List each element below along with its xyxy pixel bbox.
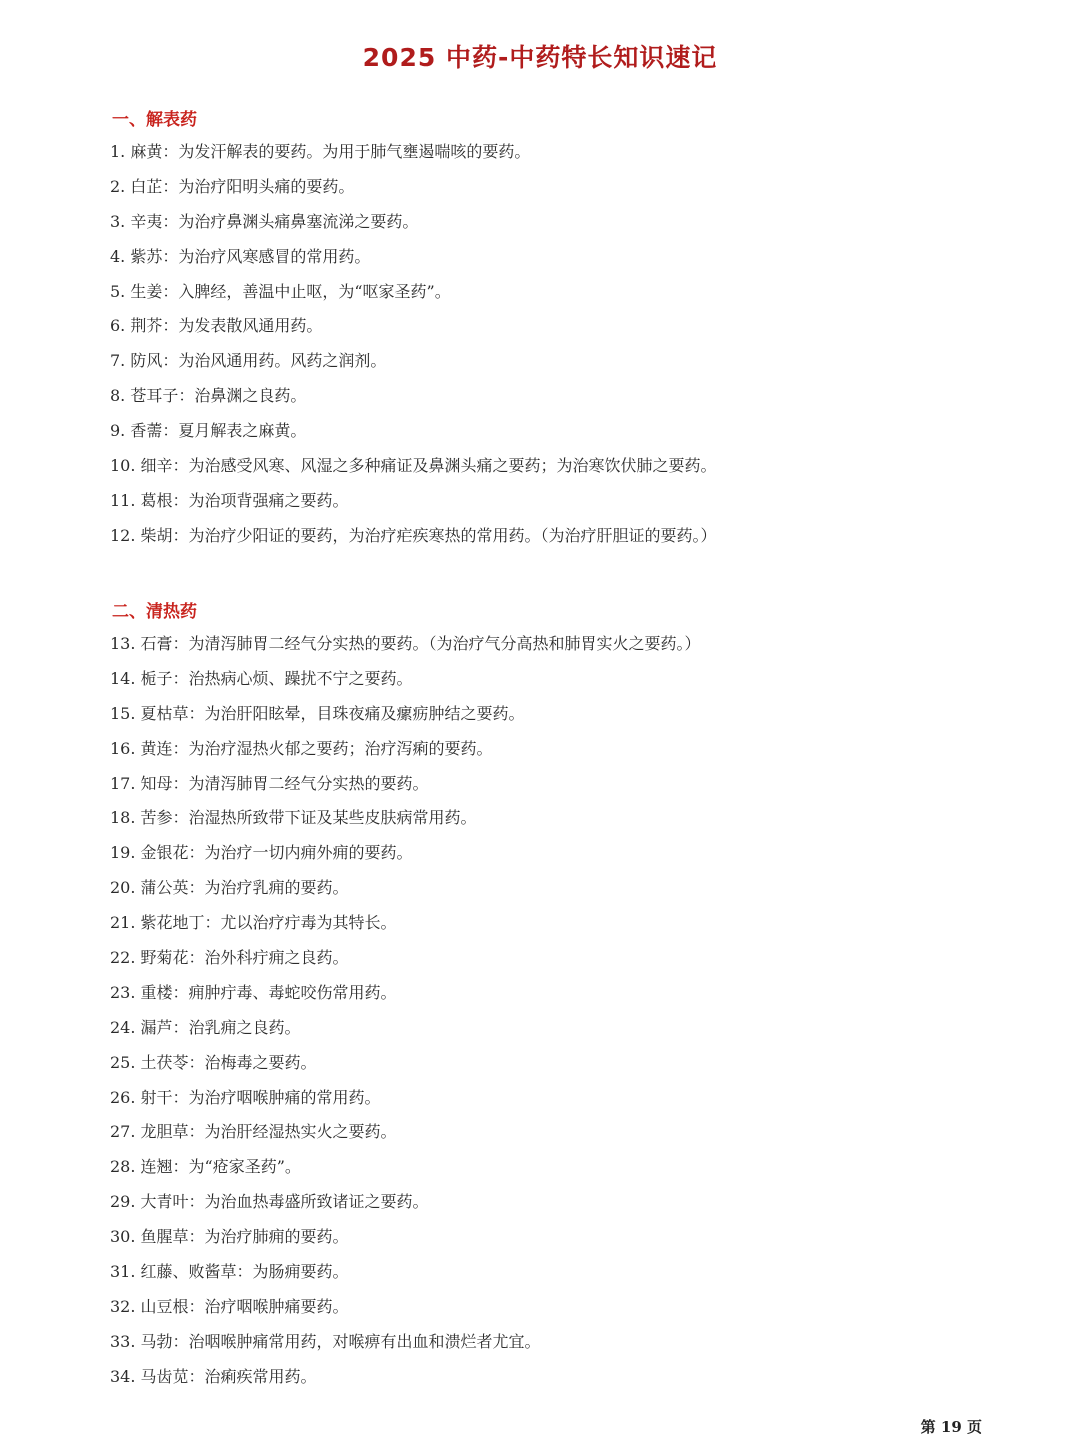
list-item: 26. 射干：为治疗咽喉肿痛的常用药。 [110,1087,381,1107]
list-item: 12. 柴胡：为治疗少阳证的要药，为治疗疟疾寒热的常用药。（为治疗肝胆证的要药。） [110,525,717,545]
list-item: 4. 紫苏：为治疗风寒感冒的常用药。 [110,246,371,266]
page-number: 第 19 页 [920,1418,982,1436]
section-list-qingre [110,632,701,1400]
list-item: 16. 黄连：为治疗湿热火郁之要药；治疗泻痢的要药。 [110,738,493,758]
list-item: 29. 大青叶：为治血热毒盛所致诸证之要药。 [110,1192,429,1212]
list-item: 22. 野菊花：治外科疔痈之良药。 [110,948,349,968]
list-item: 13. 石膏：为清泻肺胃二经气分实热的要药。（为治疗气分高热和肺胃实火之要药。） [110,634,701,653]
list-item: 33. 马勃：治咽喉肿痛常用药，对喉痹有出血和溃烂者尤宜。 [110,1331,541,1351]
list-item: 19. 金银花：为治疗一切内痈外痈的要药。 [110,843,413,863]
list-item: 15. 夏枯草：为治肝阳眩晕，目珠夜痛及瘰疬肿结之要药。 [110,703,525,723]
section-heading-jiebiao: 一、解表药 [112,110,197,130]
list-item: 18. 苦参：治湿热所致带下证及某些皮肤病常用药。 [110,808,477,828]
list-item: 14. 栀子：治热病心烦、躁扰不宁之要药。 [110,668,413,688]
list-item: 20. 蒲公英：为治疗乳痈的要药。 [110,878,349,898]
list-item: 28. 连翘：为“疮家圣药”。 [110,1157,301,1177]
list-item: 3. 辛夷：为治疗鼻渊头痛鼻塞流涕之要药。 [110,211,419,231]
section-list-jiebiao [110,140,717,559]
list-item: 6. 荆芥：为发表散风通用药。 [110,316,323,336]
list-item: 2. 白芷：为治疗阳明头痛的要药。 [110,176,355,196]
list-item: 7. 防风：为治风通用药。风药之润剂。 [110,351,387,371]
section-heading-qingre: 二、清热药 [112,602,197,622]
list-item: 31. 红藤、败酱草：为肠痈要药。 [110,1262,349,1282]
list-item: 8. 苍耳子：治鼻渊之良药。 [110,386,307,406]
list-item: 32. 山豆根：治疗咽喉肿痛要药。 [110,1296,349,1316]
list-item: 9. 香薷：夏月解表之麻黄。 [110,421,307,441]
list-item: 30. 鱼腥草：为治疗肺痈的要药。 [110,1227,349,1247]
list-item: 34. 马齿苋：治痢疾常用药。 [110,1366,317,1386]
list-item: 23. 重楼：痈肿疔毒、毒蛇咬伤常用药。 [110,982,397,1002]
page-title: 2025 中药-中药特长知识速记 [362,43,718,72]
list-item: 11. 葛根：为治项背强痛之要药。 [110,490,349,510]
list-item: 21. 紫花地丁：尤以治疗疔毒为其特长。 [110,913,397,933]
list-item: 24. 漏芦：治乳痈之良药。 [110,1017,301,1037]
list-item: 5. 生姜：入脾经，善温中止呕，为“呕家圣药”。 [110,281,451,301]
list-item: 25. 土茯苓：治梅毒之要药。 [110,1052,317,1072]
list-item: 27. 龙胆草：为治肝经湿热实火之要药。 [110,1122,397,1142]
list-item: 17. 知母：为清泻肺胃二经气分实热的要药。 [110,773,429,793]
list-item: 1. 麻黄：为发汗解表的要药。为用于肺气壅遏喘咳的要药。 [110,142,531,161]
list-item: 10. 细辛：为治感受风寒、风湿之多种痛证及鼻渊头痛之要药；为治寒饮伏肺之要药。 [110,456,717,476]
